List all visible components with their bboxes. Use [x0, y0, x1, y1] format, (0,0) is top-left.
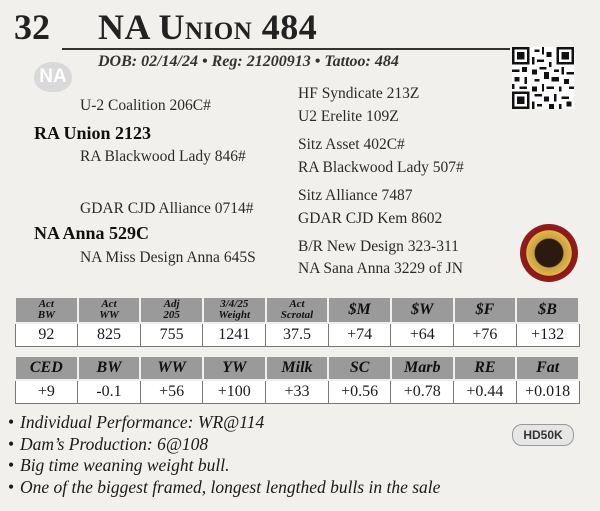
header-marb: Marb	[391, 356, 454, 380]
pedigree-dam-sire-dam: GDAR CJD Kem 8602	[298, 210, 443, 227]
header-sc: SC	[328, 356, 391, 380]
value-yw: +100	[203, 380, 266, 404]
pedigree-dam-sire: GDAR CJD Alliance 0714#	[80, 200, 254, 217]
pedigree-dam-dam-sire: B/R New Design 323-311	[298, 238, 459, 255]
pedigree-sire: RA Union 2123	[34, 123, 152, 143]
hd50k-badge: HD50K	[512, 424, 574, 446]
value-re: +0.44	[454, 380, 517, 404]
dob: DOB: 02/14/24	[98, 53, 198, 70]
note-item: • Big time weaning weight bull.	[8, 455, 230, 475]
header-milk: Milk	[266, 356, 329, 380]
lot-number: 32	[14, 7, 50, 47]
header-yw: YW	[203, 356, 266, 380]
header-f-index: $F	[454, 297, 517, 323]
value-milk: +33	[266, 380, 329, 404]
value-act-ww: 825	[78, 323, 141, 347]
pedigree-dam-dam: NA Miss Design Anna 645S	[80, 249, 256, 266]
value-m-index: +74	[328, 323, 391, 347]
header-adj-205: Adj 205	[140, 297, 203, 323]
pedigree-sire-sire: U-2 Coalition 206C#	[80, 97, 211, 114]
header-fat: Fat	[516, 356, 579, 380]
tattoo: Tattoo: 484	[324, 53, 399, 70]
value-w-index: +64	[391, 323, 454, 347]
value-act-bw: 92	[15, 323, 78, 347]
bullet-icon: •	[8, 433, 15, 454]
pedigree-sire-dam: RA Blackwood Lady 846#	[80, 148, 246, 165]
seal-center	[535, 239, 563, 267]
value-f-index: +76	[454, 323, 517, 347]
separator: •	[314, 53, 321, 70]
header-re: RE	[454, 356, 517, 380]
header-act-ww: Act WW	[78, 297, 141, 323]
header-act-scrotal: Act Scrotal	[266, 297, 329, 323]
value-sc: +0.56	[328, 380, 391, 404]
epd-value-row	[15, 380, 579, 404]
header-w-index: $W	[391, 297, 454, 323]
separator: •	[202, 53, 208, 70]
reg-number: Reg: 21200913	[211, 53, 311, 70]
notes-list	[8, 412, 440, 498]
header-m-index: $M	[328, 297, 391, 323]
pedigree-sire-dam-sire: Sitz Asset 402C#	[298, 136, 405, 153]
header-bw: BW	[78, 356, 141, 380]
header-ced: CED	[15, 356, 78, 380]
value-b-index: +132	[516, 323, 579, 347]
pedigree-dam: NA Anna 529C	[34, 223, 150, 243]
header-b-index: $B	[516, 297, 579, 323]
performance-value-row	[15, 323, 579, 347]
na-logo: NA	[34, 62, 72, 92]
header-ww: WW	[140, 356, 203, 380]
animal-name: NA Union 484	[98, 7, 318, 47]
pedigree-dam-dam-dam: NA Sana Anna 3229 of JN	[298, 260, 463, 277]
value-adj-205: 755	[140, 323, 203, 347]
pedigree-dam-sire-sire: Sitz Alliance 7487	[298, 187, 413, 204]
value-weight: 1241	[203, 323, 266, 347]
qr-code-icon[interactable]	[512, 47, 574, 109]
note-item: • One of the biggest framed, longest lengthed bulls in the sale	[8, 476, 441, 497]
value-bw: -0.1	[78, 380, 141, 404]
epd-table	[14, 355, 580, 404]
value-fat: +0.018	[516, 380, 579, 404]
pedigree-sire-dam-dam: RA Blackwood Lady 507#	[298, 159, 464, 176]
value-act-scrotal: 37.5	[266, 323, 329, 347]
bullet-icon: •	[8, 412, 15, 432]
value-marb: +0.78	[391, 380, 454, 404]
pedigree-sire-sire-dam: U2 Erelite 109Z	[298, 108, 399, 125]
title-underline	[62, 48, 510, 50]
performance-table	[14, 296, 580, 347]
performance-header-row	[15, 297, 579, 323]
epd-header-row	[15, 356, 579, 380]
header-act-bw: Act BW	[15, 297, 78, 323]
note-item: • Dam’s Production: 6@108	[8, 433, 209, 454]
header-weight: 3/4/25 Weight	[203, 297, 266, 323]
note-item: • Individual Performance: WR@114	[8, 412, 265, 432]
registration-line	[98, 53, 399, 71]
pedigree-sire-sire-sire: HF Syndicate 213Z	[298, 85, 420, 102]
bullet-icon: •	[8, 455, 15, 475]
value-ced: +9	[15, 380, 78, 404]
bullet-icon: •	[8, 476, 15, 497]
value-ww: +56	[140, 380, 203, 404]
